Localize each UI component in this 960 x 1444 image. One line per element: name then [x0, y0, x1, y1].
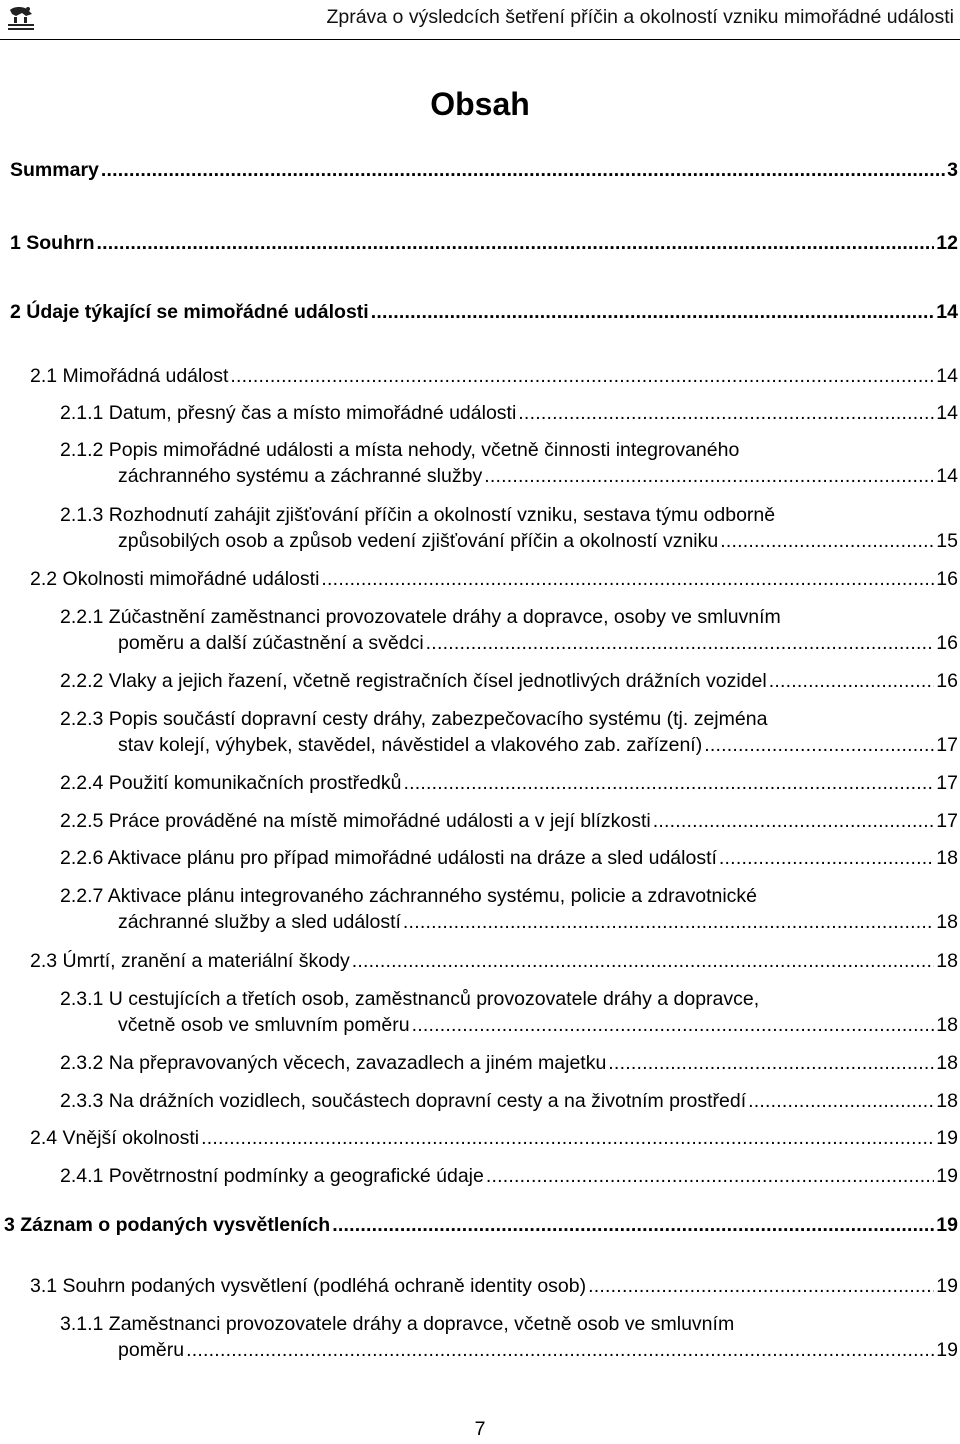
toc-entry-2-2-4[interactable] [60, 770, 958, 796]
toc-leader-dots [769, 668, 935, 694]
toc-page-number: 12 [936, 232, 958, 254]
toc-page-number: 14 [936, 365, 958, 387]
toc-entry-text-line1: 2.2.3 Popis součástí dopravní cesty dráhy, zabezpečovacího systému (tj. zejména [60, 708, 768, 730]
toc-leader-dots [720, 528, 934, 554]
toc-leader-dots [186, 1337, 934, 1363]
toc-page-number: 18 [936, 911, 958, 933]
toc-entry-text: 3.1 Souhrn podaných vysvětlení (podléhá ochraně identity osob) [30, 1275, 587, 1297]
toc-entry-text: 2 Údaje týkající se mimořádné události [10, 301, 369, 323]
toc-page-number: 17 [936, 810, 958, 832]
toc-leader-dots [321, 566, 934, 592]
toc-entry-2-2-2[interactable] [60, 668, 958, 694]
toc-page-number: 19 [936, 1127, 958, 1149]
toc-entry-text-line1: 2.3.1 U cestujících a třetích osob, zaměstnanců provozovatele dráhy a dopravce, [60, 988, 760, 1010]
toc-entry-2[interactable] [10, 299, 958, 325]
toc-page-number: 18 [936, 1090, 958, 1112]
toc-leader-dots [588, 1273, 934, 1299]
toc-entry-text: způsobilých osob a způsob vedení zjišťování příčin a okolností vzniku [118, 530, 719, 552]
toc-leader-dots [484, 463, 934, 489]
toc-entry-text: 2.1.1 Datum, přesný čas a místo mimořádné události [60, 402, 517, 424]
toc-entry-text: 2.2.4 Použití komunikačních prostředků [60, 772, 402, 794]
toc-entry-1[interactable] [10, 230, 958, 256]
toc-entry-2-4-1[interactable] [60, 1163, 958, 1189]
toc-leader-dots [412, 1012, 935, 1038]
toc-page-number: 16 [936, 632, 958, 654]
toc-leader-dots [403, 909, 934, 935]
toc-page-number: 14 [936, 402, 958, 424]
toc-page-number: 16 [936, 670, 958, 692]
toc-page-number: 15 [936, 530, 958, 552]
toc-entry-text: včetně osob ve smluvním poměru [118, 1014, 410, 1036]
toc-page-number: 16 [936, 568, 958, 590]
header-divider [0, 39, 960, 40]
toc-entry-text: 2.2.5 Práce prováděné na místě mimořádné události a v její blízkosti [60, 810, 651, 832]
toc-leader-dots [748, 1088, 934, 1114]
toc-page-number: 14 [936, 465, 958, 487]
toc-entry-text-line1: 2.1.2 Popis mimořádné události a místa nehody, včetně činnosti integrovaného [60, 439, 740, 461]
toc-entry-text: záchranné služby a sled událostí [118, 911, 401, 933]
toc-leader-dots [101, 157, 945, 183]
toc-entry-text-line1: 2.2.7 Aktivace plánu integrovaného záchranného systému, policie a zdravotnické [60, 885, 758, 907]
toc-leader-dots [352, 948, 935, 974]
document-header-title: Zpráva o výsledcích šetření příčin a okolností vzniku mimořádné události [326, 6, 954, 28]
toc-page-number: 14 [936, 301, 958, 323]
toc-entry-text-line1: 2.2.1 Zúčastnění zaměstnanci provozovatele dráhy a dopravce, osoby ve smluvním [60, 606, 781, 628]
toc-entry-2-3-1[interactable] [60, 986, 958, 1038]
toc-entry-text-line1: 2.1.3 Rozhodnutí zahájit zjišťování příčin a okolností vzniku, sestava týmu odborně [60, 504, 776, 526]
toc-entry-text: Summary [10, 159, 99, 181]
toc-leader-dots [332, 1212, 934, 1238]
toc-entry-2-3-3[interactable] [60, 1088, 958, 1114]
toc-entry-2-2-7[interactable] [60, 883, 958, 935]
toc-entry-text: stav kolejí, výhybek, stavědel, návěstidel a vlakového zab. zařízení) [118, 734, 703, 756]
toc-page-number: 18 [936, 1014, 958, 1036]
toc-page-number: 18 [936, 1052, 958, 1074]
toc-entry-text: poměru [118, 1339, 185, 1361]
toc-leader-dots [230, 363, 934, 389]
drazni-inspekce-logo [4, 4, 38, 34]
toc-entry-2-2-3[interactable] [60, 706, 958, 758]
toc-entry-text: 2.1 Mimořádná událost [30, 365, 229, 387]
toc-entry-2-2[interactable] [30, 566, 958, 592]
toc-entry-text: poměru a další zúčastnění a svědci [118, 632, 424, 654]
toc-leader-dots [608, 1050, 934, 1076]
toc-entry-2-4[interactable] [30, 1125, 958, 1151]
toc-leader-dots [403, 770, 934, 796]
toc-page-number: 19 [936, 1165, 958, 1187]
toc-entry-2-3[interactable] [30, 948, 958, 974]
toc-entry-text: 2.3.2 Na přepravovaných věcech, zavazadlech a jiném majetku [60, 1052, 607, 1074]
toc-entry-2-1-1[interactable] [60, 400, 958, 426]
toc-entry-2-1-3[interactable] [60, 502, 958, 554]
toc-page-number: 17 [936, 734, 958, 756]
page-number: 7 [474, 1418, 486, 1440]
toc-entry-text: 2.2.6 Aktivace plánu pro případ mimořádné události na dráze a sled událostí [60, 847, 717, 869]
toc-entry-2-2-1[interactable] [60, 604, 958, 656]
toc-entry-text: 3 Záznam o podaných vysvětleních [4, 1214, 331, 1236]
toc-page-number: 18 [936, 847, 958, 869]
toc-page-number: 19 [936, 1275, 958, 1297]
toc-leader-dots [426, 630, 935, 656]
toc-entry-2-2-5[interactable] [60, 808, 958, 834]
toc-entry-3[interactable] [4, 1212, 958, 1238]
toc-entry-text: 2.3 Úmrtí, zranění a materiální škody [30, 950, 350, 972]
toc-page-number: 3 [947, 159, 958, 181]
toc-leader-dots [653, 808, 935, 834]
page-title: Obsah [430, 86, 530, 122]
toc-page-number: 17 [936, 772, 958, 794]
toc-leader-dots [719, 845, 934, 871]
page-header [0, 0, 960, 40]
toc-entry-2-1[interactable] [30, 363, 958, 389]
toc-page-number: 19 [936, 1339, 958, 1361]
toc-entry-text: 2.4 Vnější okolnosti [30, 1127, 200, 1149]
toc-entry-text-line1: 3.1.1 Zaměstnanci provozovatele dráhy a dopravce, včetně osob ve smluvním [60, 1313, 735, 1335]
toc-leader-dots [704, 732, 934, 758]
toc-entry-2-3-2[interactable] [60, 1050, 958, 1076]
toc-entry-3-1[interactable] [30, 1273, 958, 1299]
toc-leader-dots [371, 299, 935, 325]
toc-entry-text: 1 Souhrn [10, 232, 95, 254]
toc-entry-2-2-6[interactable] [60, 845, 958, 871]
toc-entry-3-1-1[interactable] [60, 1311, 958, 1363]
toc-page-number: 18 [936, 950, 958, 972]
toc-entry-text: záchranného systému a záchranné služby [118, 465, 483, 487]
toc-leader-dots [518, 400, 934, 426]
toc-leader-dots [486, 1163, 934, 1189]
toc-page-number: 19 [936, 1214, 958, 1236]
toc-entry-text: 2.2 Okolnosti mimořádné události [30, 568, 320, 590]
toc-entry-text: 2.2.2 Vlaky a jejich řazení, včetně registračních čísel jednotlivých drážních vozidel [60, 670, 767, 692]
toc-entry-2-1-2[interactable] [60, 437, 958, 489]
toc-entry-text: 2.4.1 Povětrnostní podmínky a geografické údaje [60, 1165, 484, 1187]
toc-leader-dots [201, 1125, 934, 1151]
toc-leader-dots [97, 230, 935, 256]
toc-entry-summary[interactable] [10, 157, 958, 183]
toc-entry-text: 2.3.3 Na drážních vozidlech, součástech dopravní cesty a na životním prostředí [60, 1090, 747, 1112]
